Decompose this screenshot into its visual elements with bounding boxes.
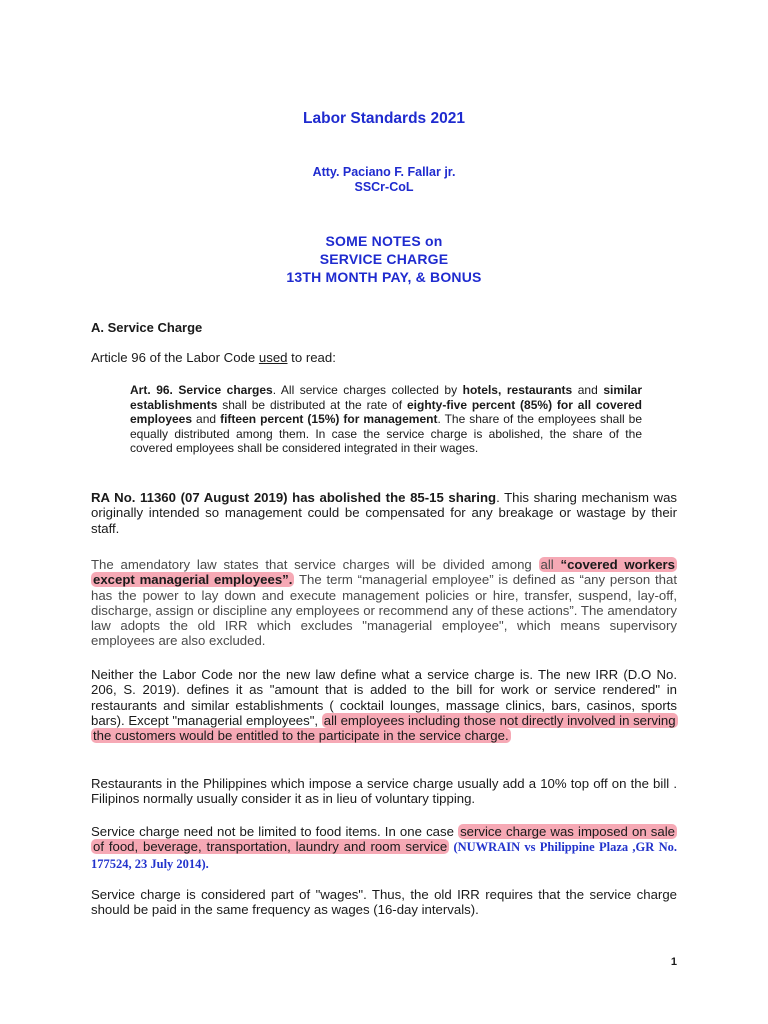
article-96-quote (130, 383, 642, 456)
quote-art-title: Art. 96. Service charges (130, 383, 273, 397)
author-affiliation: SSCr-CoL (354, 180, 414, 194)
quote-bold-1: hotels, restaurants (462, 383, 573, 397)
quote-text-2: and (572, 383, 604, 397)
ra-bold: RA No. 11360 (07 August 2019) has abolished the 85-15 sharing (91, 490, 497, 505)
quote-bold-2: similar establishments (130, 383, 643, 412)
case-pre: Service charge need not be limited to food items. In one case (91, 824, 459, 839)
quote-text-4: and (192, 412, 221, 426)
case-paren-close: ). (201, 856, 209, 871)
notes-line-1: SOME NOTES on (325, 233, 443, 249)
amend-pre: The amendatory law states that service charges will be divided among (91, 557, 539, 572)
highlight-all-employees: all employees including those not directly involved in serving the customers would be entitled to the participate in the service charge. (93, 712, 676, 744)
author-block (0, 165, 768, 195)
paragraph-philippines-tipping: Restaurants in the Philippines which impose a service charge usually add a 10% top off on the bill . Filipinos normally usually consider it as in lieu of voluntary tipping. (91, 776, 677, 807)
notes-line-2: SERVICE CHARGE (319, 251, 449, 267)
intro-used: used (258, 350, 288, 365)
case-citation: NUWRAIN vs Philippine Plaza ,GR No. 177524, 23 July 2014 (91, 840, 677, 871)
amend-post: The term “managerial employee” is defined as “any person that has the power to lay down and execute management policies or hire, transfer, suspend, lay-off, discharge, assign or discipline any employees or recommend any of these actions”. The amendatory law adopts the old IRR which excludes "managerial employee", which means supervisory employees are also excluded. (91, 572, 677, 649)
ra-rest: . This sharing mechanism was originally intended so management could be compensated for any breakage or wastage by their staff. (91, 490, 678, 536)
quote-bold-3: eighty-five percent (85%) for all covered employees (130, 397, 642, 426)
paragraph-ra-11360 (91, 490, 677, 536)
paragraph-wages: Service charge is considered part of "wages". Thus, the old IRR requires that the service charge should be paid in the same frequency as wages (16-day intervals). (91, 887, 677, 918)
page-number: 1 (670, 956, 677, 968)
intro-pre: Article 96 of the Labor Code (91, 350, 259, 365)
quote-text-1: . All service charges collected by (272, 383, 463, 397)
paragraph-irr-definition (91, 667, 677, 743)
paragraph-amendatory-law (91, 557, 677, 649)
amend-hl-bold: “covered workers except managerial employees”. (93, 557, 676, 588)
quote-text-5: . The share of the employees shall be equally distributed among them. In case the service charge is abolished, the share of the covered employees shall be considered integrated in their wages. (130, 412, 642, 455)
highlight-service-charge-imposed: service charge was imposed on sale of food, beverage, transportation, laundry and room service (93, 824, 675, 855)
section-heading-service-charge: A. Service Charge (91, 320, 203, 335)
article-intro (91, 350, 677, 365)
notes-line-3: 13TH MONTH PAY, & BONUS (286, 269, 482, 285)
notes-title-block (0, 232, 768, 286)
intro-post: to read: (287, 350, 336, 365)
paragraph-nuwrain-case (91, 824, 677, 872)
case-paren-open: ( (449, 840, 458, 855)
quote-text-3: shall be distributed at the rate of (217, 397, 407, 412)
quote-bold-4: fifteen percent (15%) for management (220, 412, 438, 426)
author-name: Atty. Paciano F. Fallar jr. (312, 165, 456, 179)
irr-pre: Neither the Labor Code nor the new law define what a service charge is. The new IRR (D.O No. 206, S. 2019). defines it as "amount that is added to the bill for work or service rendered" in restaurants and similar establishments ( cocktail lounges, massage clinics, bars, casinos, sports bars). Except "managerial employees", (91, 667, 677, 728)
amend-hl-plain: all (540, 557, 561, 572)
document-title: Labor Standards 2021 (303, 110, 465, 127)
